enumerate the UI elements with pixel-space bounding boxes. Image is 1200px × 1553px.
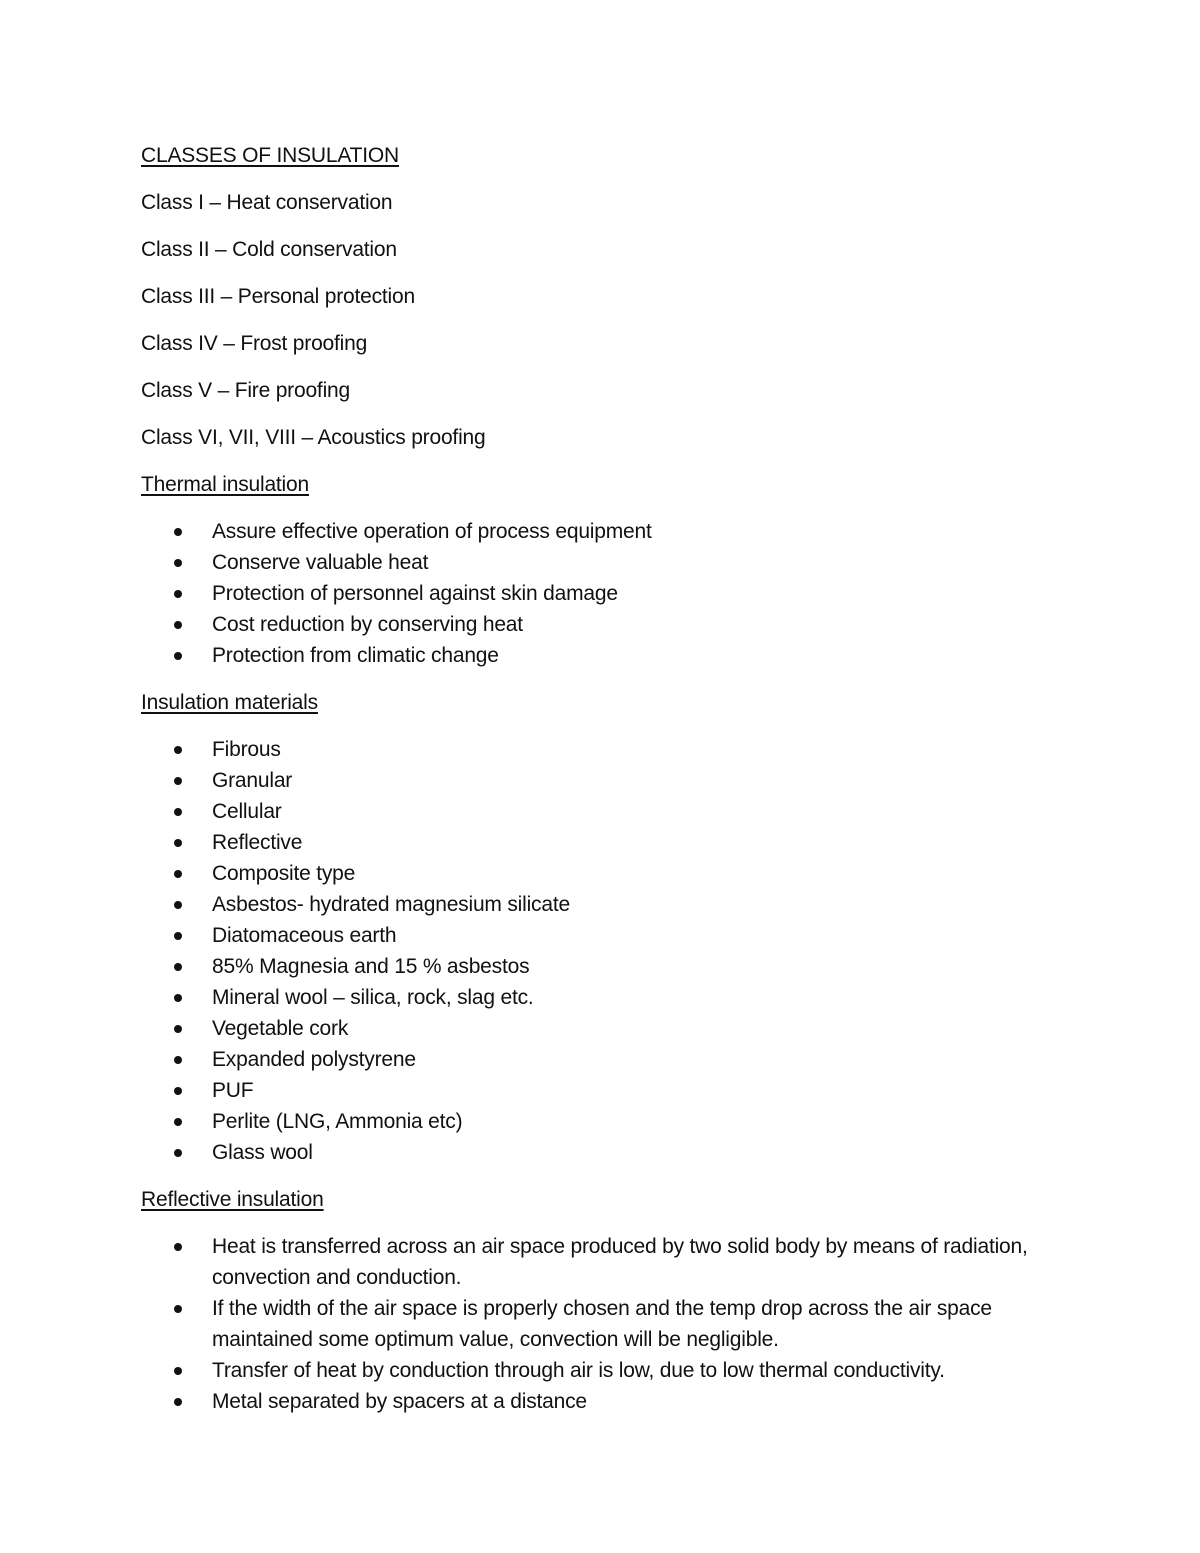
bullet-icon — [174, 621, 182, 629]
list-item: Asbestos- hydrated magnesium silicate — [141, 889, 1061, 920]
bullet-icon — [174, 1149, 182, 1157]
classes-heading: CLASSES OF INSULATION — [141, 144, 399, 167]
bullet-icon — [174, 808, 182, 816]
reflective-insulation-list — [141, 1231, 1061, 1417]
bullet-icon — [174, 1398, 182, 1406]
list-item: Protection from climatic change — [141, 640, 1061, 671]
class-item: Class I – Heat conservation — [141, 191, 393, 214]
thermal-insulation-heading: Thermal insulation — [141, 473, 309, 496]
list-item: Glass wool — [141, 1137, 1061, 1168]
bullet-icon — [174, 1118, 182, 1126]
bullet-icon — [174, 528, 182, 536]
list-item: If the width of the air space is properly chosen and the temp drop across the air space maintained some optimum value, convection will be negligible. — [141, 1293, 1061, 1355]
list-item: Cost reduction by conserving heat — [141, 609, 1061, 640]
bullet-icon — [174, 994, 182, 1002]
list-item: Conserve valuable heat — [141, 547, 1061, 578]
list-item: Mineral wool – silica, rock, slag etc. — [141, 982, 1061, 1013]
list-item: Assure effective operation of process equipment — [141, 516, 1061, 547]
bullet-icon — [174, 839, 182, 847]
bullet-icon — [174, 870, 182, 878]
list-item: Perlite (LNG, Ammonia etc) — [141, 1106, 1061, 1137]
bullet-icon — [174, 932, 182, 940]
insulation-materials-heading: Insulation materials — [141, 691, 318, 714]
list-item: Transfer of heat by conduction through air is low, due to low thermal conductivity. — [141, 1355, 1061, 1386]
list-item: Diatomaceous earth — [141, 920, 1061, 951]
list-item: Metal separated by spacers at a distance — [141, 1386, 1061, 1417]
class-item: Class III – Personal protection — [141, 285, 415, 308]
class-item: Class II – Cold conservation — [141, 238, 397, 261]
bullet-icon — [174, 963, 182, 971]
bullet-icon — [174, 652, 182, 660]
list-item: Cellular — [141, 796, 1061, 827]
list-item: 85% Magnesia and 15 % asbestos — [141, 951, 1061, 982]
class-item: Class V – Fire proofing — [141, 379, 350, 402]
list-item: Granular — [141, 765, 1061, 796]
bullet-icon — [174, 1367, 182, 1375]
bullet-icon — [174, 1087, 182, 1095]
thermal-insulation-list — [141, 516, 1061, 671]
bullet-icon — [174, 559, 182, 567]
bullet-icon — [174, 590, 182, 598]
list-item: Composite type — [141, 858, 1061, 889]
list-item: Heat is transferred across an air space produced by two solid body by means of radiation, convection and conduction. — [141, 1231, 1061, 1293]
bullet-icon — [174, 1305, 182, 1313]
list-item: Expanded polystyrene — [141, 1044, 1061, 1075]
class-item: Class IV – Frost proofing — [141, 332, 368, 355]
bullet-icon — [174, 1025, 182, 1033]
bullet-icon — [174, 777, 182, 785]
document-page — [141, 140, 1061, 1433]
bullet-icon — [174, 901, 182, 909]
list-item: Fibrous — [141, 734, 1061, 765]
list-item: Reflective — [141, 827, 1061, 858]
insulation-materials-list — [141, 734, 1061, 1168]
list-item: Vegetable cork — [141, 1013, 1061, 1044]
list-item: Protection of personnel against skin damage — [141, 578, 1061, 609]
bullet-icon — [174, 746, 182, 754]
reflective-insulation-heading: Reflective insulation — [141, 1188, 324, 1211]
class-item: Class VI, VII, VIII – Acoustics proofing — [141, 426, 486, 449]
bullet-icon — [174, 1056, 182, 1064]
bullet-icon — [174, 1243, 182, 1251]
list-item: PUF — [141, 1075, 1061, 1106]
